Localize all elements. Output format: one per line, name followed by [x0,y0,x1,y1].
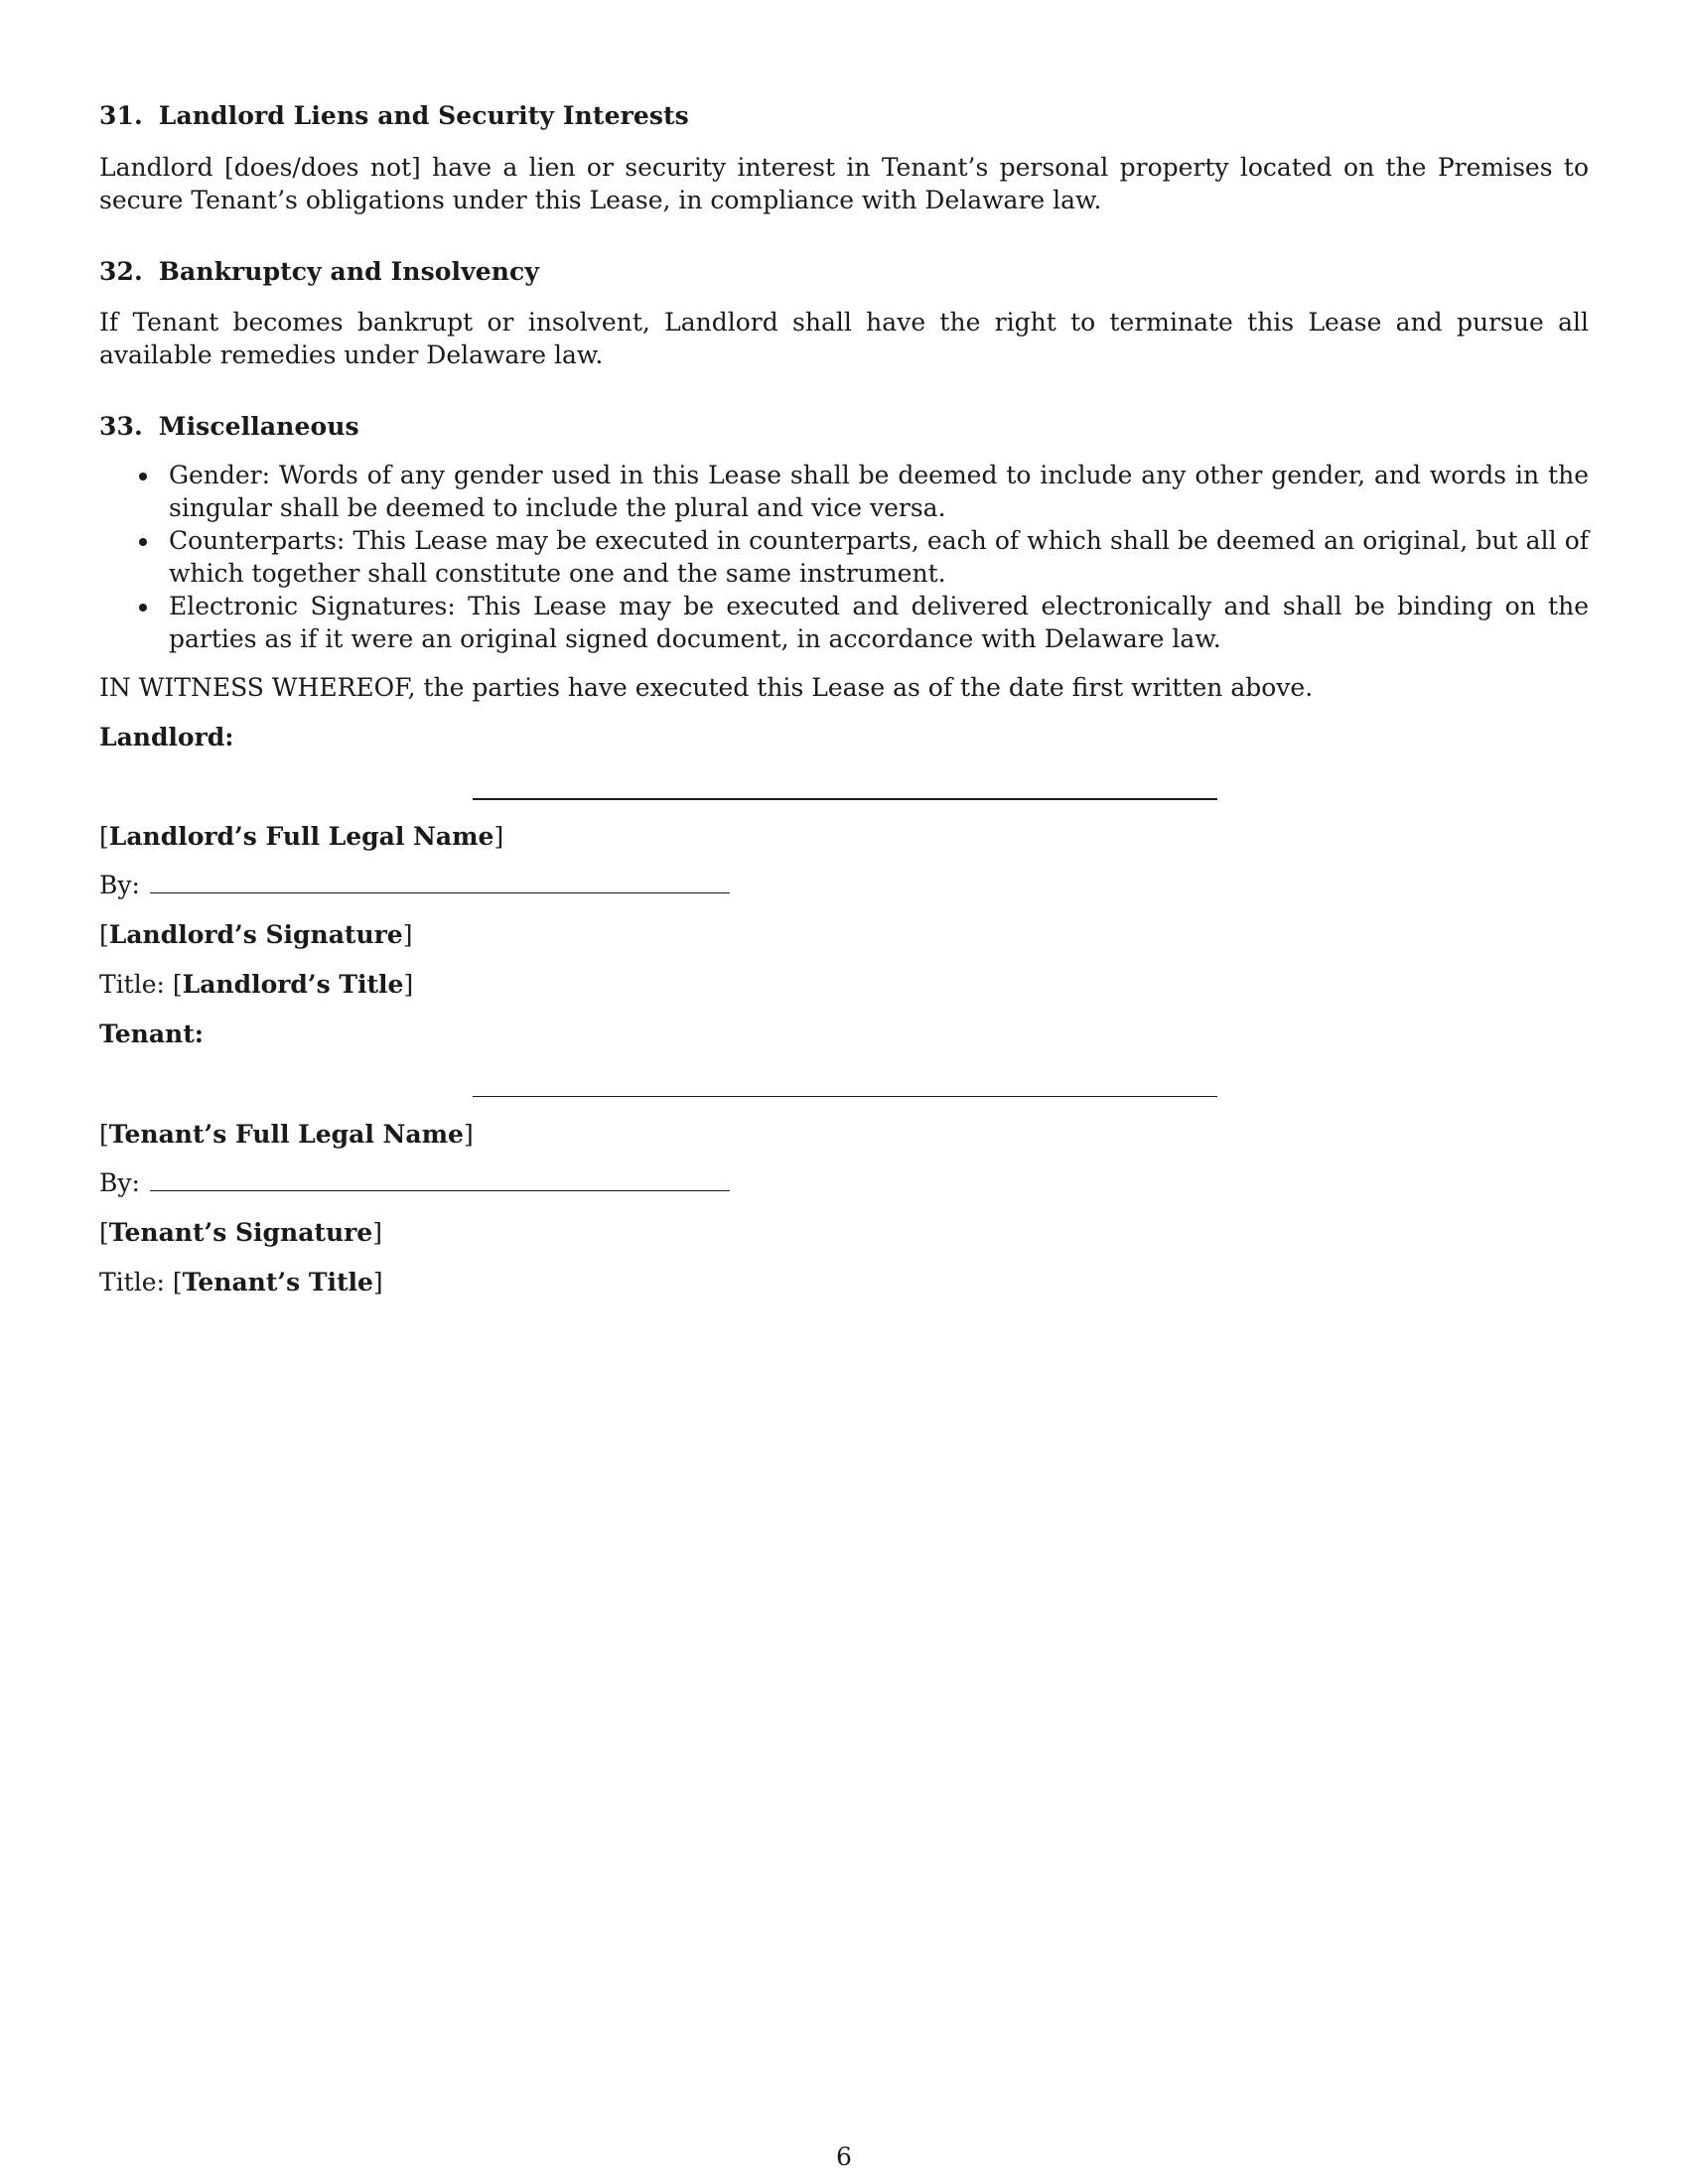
tenant-title: Title: [Tenant’s Title] [99,1268,383,1297]
page-number: 6 [836,2142,852,2171]
landlord-heading: Landlord: [99,723,234,751]
section-31-body: Landlord [does/does not] have a lien or security interest in Tenant’s personal property located on the Premises to secure Tenant’s obligations under this Lease, in compliance with Delaware law. [99,153,1589,214]
landlord-title: Title: [Landlord’s Title] [99,970,414,999]
landlord-signature-line [473,798,1217,800]
tenant-signature-line [473,1096,1217,1097]
tenant-signature: [Tenant’s Signature] [99,1218,382,1247]
witness-clause: IN WITNESS WHEREOF, the parties have executed this Lease as of the date first written above. [99,673,1314,702]
tenant-by-line: By: [99,1166,730,1199]
miscellaneous-list [139,459,1589,655]
list-item: Electronic Signatures: This Lease may be executed and delivered electronically and shall be binding on the parties as if it were an original signed document, in accordance with Delaware law. [139,590,1589,655]
tenant-by-underline [150,1190,730,1191]
section-32-body: If Tenant becomes bankrupt or insolvent, Landlord shall have the right to terminate this Lease and pursue all available remedies under Delaware law. [99,308,1589,369]
section-32-heading: 32. Bankruptcy and Insolvency [99,257,539,286]
list-item: Gender: Words of any gender used in this Lease shall be deemed to include any other gender, and words in the singular shall be deemed to include the plural and vice versa. [139,459,1589,524]
bullet-icon [139,604,147,612]
section-33-heading: 33. Miscellaneous [99,412,359,441]
tenant-heading: Tenant: [99,1020,204,1048]
section-31-heading: 31. Landlord Liens and Security Interests [99,101,689,130]
landlord-signature: [Landlord’s Signature] [99,920,413,949]
tenant-name: [Tenant’s Full Legal Name] [99,1120,474,1149]
landlord-by-line: By: [99,869,730,901]
landlord-by-underline [150,892,730,893]
list-item: Counterparts: This Lease may be executed in counterparts, each of which shall be deemed an original, but all of which together shall constitute one and the same instrument. [139,524,1589,590]
bullet-icon [139,538,147,546]
bullet-icon [139,473,147,480]
landlord-name: [Landlord’s Full Legal Name] [99,822,504,851]
